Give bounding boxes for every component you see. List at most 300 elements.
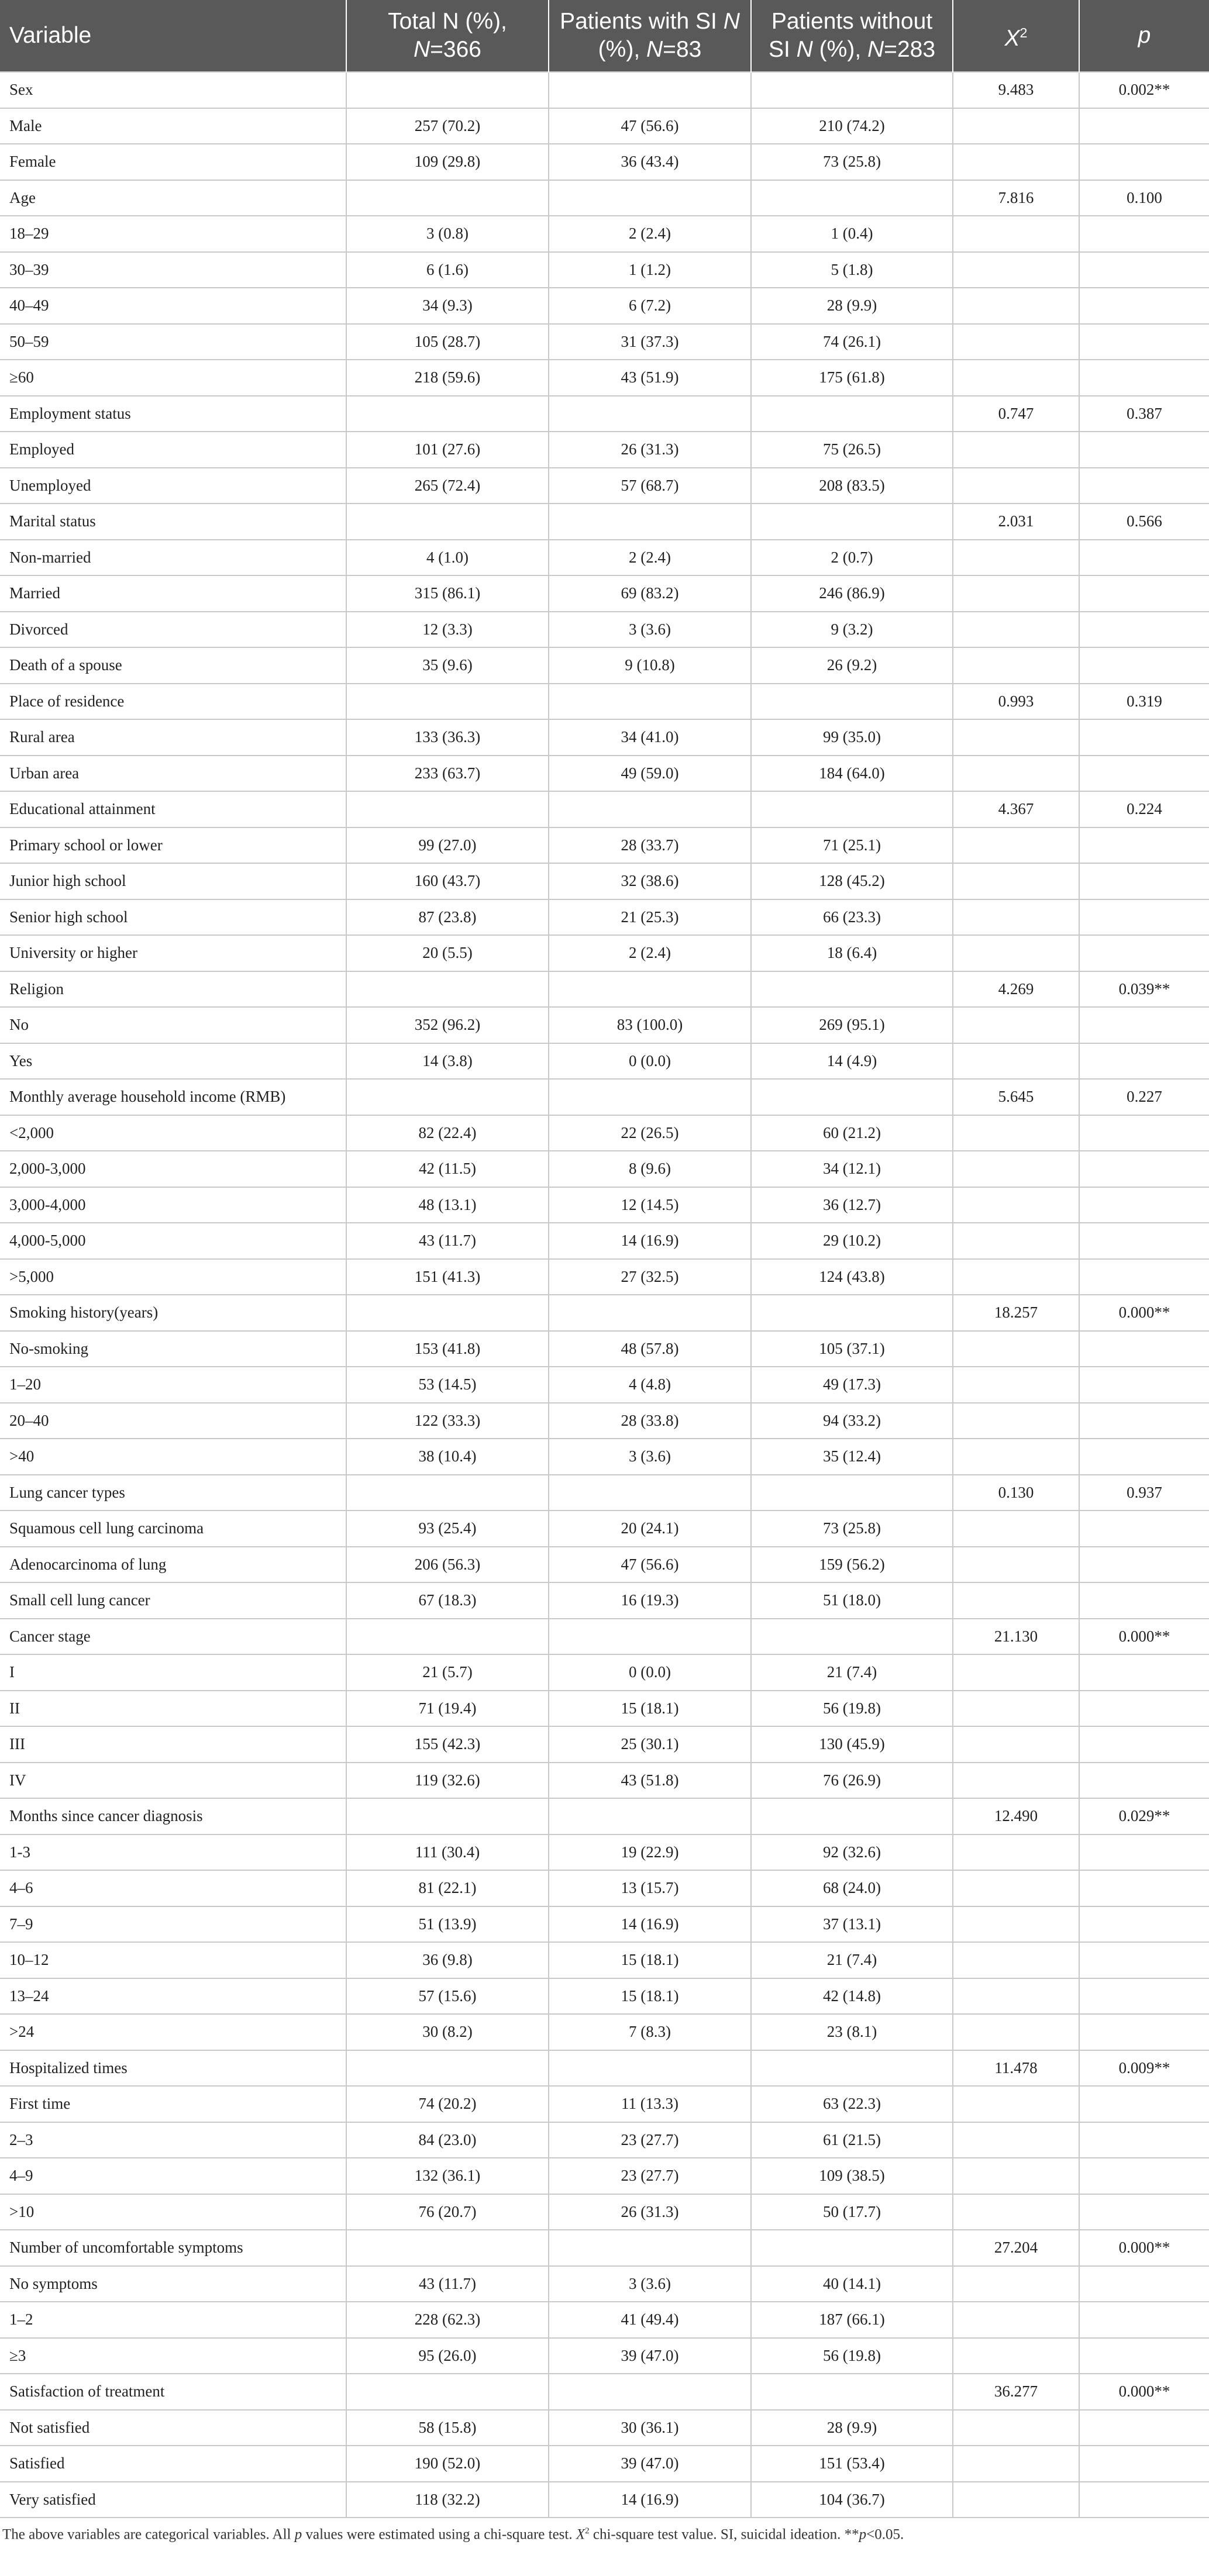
p-value-cell: 0.387	[1079, 396, 1209, 432]
p-value-cell	[1079, 2410, 1209, 2446]
p-value-cell	[1079, 863, 1209, 899]
with-si-cell	[549, 396, 751, 432]
with-si-cell	[549, 504, 751, 540]
without-si-cell: 105 (37.1)	[751, 1331, 953, 1367]
total-cell: 190 (52.0)	[346, 2446, 549, 2482]
variable-cell: Religion	[0, 971, 346, 1008]
table-row	[0, 2266, 1209, 2302]
with-si-cell	[549, 1798, 751, 1834]
without-si-cell: 159 (56.2)	[751, 1547, 953, 1583]
with-si-cell	[549, 1079, 751, 1115]
table-row	[0, 2086, 1209, 2122]
without-si-cell: 109 (38.5)	[751, 2158, 953, 2194]
chi-square-cell	[953, 756, 1079, 792]
total-cell: 4 (1.0)	[346, 540, 549, 576]
with-si-cell: 30 (36.1)	[549, 2410, 751, 2446]
chi-square-cell	[953, 216, 1079, 252]
table-row	[0, 2158, 1209, 2194]
without-si-cell: 130 (45.9)	[751, 1726, 953, 1763]
chi-square-cell	[953, 1331, 1079, 1367]
chi-square-cell	[953, 1223, 1079, 1259]
chi-square-cell: 5.645	[953, 1079, 1079, 1115]
total-cell: 257 (70.2)	[346, 108, 549, 144]
table-row	[0, 935, 1209, 971]
table-row	[0, 1654, 1209, 1691]
without-si-cell: 66 (23.3)	[751, 899, 953, 936]
chi-square-cell: 0.130	[953, 1475, 1079, 1511]
total-cell: 315 (86.1)	[346, 575, 549, 612]
without-si-cell	[751, 2050, 953, 2087]
variable-cell: 4–6	[0, 1870, 346, 1906]
without-si-cell	[751, 1619, 953, 1655]
variable-cell: Divorced	[0, 612, 346, 648]
table-row	[0, 2302, 1209, 2338]
p-value-cell: 0.319	[1079, 684, 1209, 720]
with-si-cell: 2 (2.4)	[549, 935, 751, 971]
total-cell: 99 (27.0)	[346, 827, 549, 864]
p-value-cell	[1079, 575, 1209, 612]
without-si-cell: 1 (0.4)	[751, 216, 953, 252]
without-si-cell: 35 (12.4)	[751, 1439, 953, 1475]
total-cell	[346, 504, 549, 540]
with-si-cell: 20 (24.1)	[549, 1511, 751, 1547]
without-si-cell: 63 (22.3)	[751, 2086, 953, 2122]
p-value-cell	[1079, 1331, 1209, 1367]
total-cell: 38 (10.4)	[346, 1439, 549, 1475]
p-value-cell: 0.000**	[1079, 1295, 1209, 1331]
table-row	[0, 575, 1209, 612]
without-si-cell: 61 (21.5)	[751, 2122, 953, 2158]
without-si-cell: 28 (9.9)	[751, 288, 953, 324]
without-si-cell	[751, 684, 953, 720]
total-cell	[346, 1475, 549, 1511]
variable-cell: Hospitalized times	[0, 2050, 346, 2087]
without-si-cell: 2 (0.7)	[751, 540, 953, 576]
with-si-cell: 32 (38.6)	[549, 863, 751, 899]
total-cell: 57 (15.6)	[346, 1978, 549, 2015]
with-si-cell: 43 (51.9)	[549, 360, 751, 396]
variable-cell: 7–9	[0, 1906, 346, 1943]
chi-square-cell	[953, 1763, 1079, 1799]
table-body	[0, 72, 1209, 2518]
p-value-cell	[1079, 252, 1209, 288]
chi-square-cell	[953, 1403, 1079, 1439]
table-row	[0, 1942, 1209, 1978]
chi-square-cell	[953, 1870, 1079, 1906]
variable-cell: II	[0, 1691, 346, 1727]
with-si-cell: 15 (18.1)	[549, 1942, 751, 1978]
variable-cell: Age	[0, 180, 346, 216]
variable-cell: I	[0, 1654, 346, 1691]
table-row	[0, 1619, 1209, 1655]
variable-cell: <2,000	[0, 1115, 346, 1151]
with-si-cell	[549, 2050, 751, 2087]
with-si-cell: 3 (3.6)	[549, 612, 751, 648]
without-si-cell: 75 (26.5)	[751, 432, 953, 468]
table-row	[0, 432, 1209, 468]
without-si-cell	[751, 504, 953, 540]
with-si-cell	[549, 1295, 751, 1331]
without-si-cell: 68 (24.0)	[751, 1870, 953, 1906]
total-cell	[346, 2230, 549, 2266]
with-si-cell	[549, 684, 751, 720]
without-si-cell: 151 (53.4)	[751, 2446, 953, 2482]
table-row	[0, 2122, 1209, 2158]
p-value-cell: 0.009**	[1079, 2050, 1209, 2087]
table-row	[0, 791, 1209, 827]
table-row	[0, 2014, 1209, 2050]
table-row	[0, 647, 1209, 684]
chi-square-cell	[953, 899, 1079, 936]
chi-square-cell	[953, 540, 1079, 576]
table-row	[0, 1691, 1209, 1727]
with-si-cell: 25 (30.1)	[549, 1726, 751, 1763]
total-cell: 118 (32.2)	[346, 2482, 549, 2518]
p-value-cell	[1079, 899, 1209, 936]
chi-square-cell: 18.257	[953, 1295, 1079, 1331]
chi-square-cell: 12.490	[953, 1798, 1079, 1834]
total-cell: 51 (13.9)	[346, 1906, 549, 1943]
table-row	[0, 971, 1209, 1008]
p-value-cell	[1079, 2194, 1209, 2230]
chi-square-cell	[953, 1834, 1079, 1871]
p-value-cell: 0.002**	[1079, 72, 1209, 108]
p-value-cell: 0.224	[1079, 791, 1209, 827]
p-value-cell	[1079, 2086, 1209, 2122]
header-with-si: Patients with SI N (%), N=83	[549, 0, 751, 72]
table-footnote: The above variables are categorical variables. All p values were estimated using a chi-square test. $X^2$ chi-square test value. SI, suicidal ideation. **p<0.05.	[2, 2526, 904, 2543]
total-cell: 133 (36.3)	[346, 719, 549, 756]
variable-cell: University or higher	[0, 935, 346, 971]
table-row	[0, 756, 1209, 792]
table-row	[0, 180, 1209, 216]
with-si-cell: 16 (19.3)	[549, 1582, 751, 1619]
p-value-cell	[1079, 2266, 1209, 2302]
without-si-cell: 208 (83.5)	[751, 468, 953, 504]
variable-cell: Place of residence	[0, 684, 346, 720]
without-si-cell: 40 (14.1)	[751, 2266, 953, 2302]
p-value-cell	[1079, 935, 1209, 971]
total-cell: 6 (1.6)	[346, 252, 549, 288]
chi-square-cell	[953, 1978, 1079, 2015]
total-cell: 206 (56.3)	[346, 1547, 549, 1583]
with-si-cell: 26 (31.3)	[549, 2194, 751, 2230]
total-cell: 3 (0.8)	[346, 216, 549, 252]
p-value-cell	[1079, 1654, 1209, 1691]
variable-cell: >10	[0, 2194, 346, 2230]
chi-square-cell	[953, 2446, 1079, 2482]
chi-square-cell	[953, 1007, 1079, 1043]
chi-square-cell	[953, 1511, 1079, 1547]
variable-cell: Primary school or lower	[0, 827, 346, 864]
table-row	[0, 2374, 1209, 2410]
total-cell	[346, 2050, 549, 2087]
variable-cell: >40	[0, 1439, 346, 1475]
table-row	[0, 1115, 1209, 1151]
without-si-cell: 99 (35.0)	[751, 719, 953, 756]
variable-cell: First time	[0, 2086, 346, 2122]
table-row	[0, 612, 1209, 648]
without-si-cell	[751, 1079, 953, 1115]
variable-cell: 1-3	[0, 1834, 346, 1871]
with-si-cell	[549, 2230, 751, 2266]
table-row	[0, 1726, 1209, 1763]
variable-cell: Employed	[0, 432, 346, 468]
total-cell: 58 (15.8)	[346, 2410, 549, 2446]
chi-square-cell	[953, 1259, 1079, 1295]
table-row	[0, 72, 1209, 108]
chi-square-cell	[953, 719, 1079, 756]
total-cell	[346, 684, 549, 720]
chi-square-cell	[953, 2194, 1079, 2230]
table-row	[0, 1834, 1209, 1871]
p-value-cell: 0.227	[1079, 1079, 1209, 1115]
p-value-cell: 0.000**	[1079, 2230, 1209, 2266]
variable-cell: Female	[0, 144, 346, 180]
variable-cell: Death of a spouse	[0, 647, 346, 684]
without-si-cell: 5 (1.8)	[751, 252, 953, 288]
chi-square-cell	[953, 2302, 1079, 2338]
chi-square-cell: 27.204	[953, 2230, 1079, 2266]
with-si-cell: 12 (14.5)	[549, 1187, 751, 1223]
total-cell	[346, 1619, 549, 1655]
p-value-cell	[1079, 1007, 1209, 1043]
without-si-cell	[751, 1475, 953, 1511]
total-cell: 105 (28.7)	[346, 324, 549, 360]
p-value-cell	[1079, 1151, 1209, 1187]
with-si-cell: 11 (13.3)	[549, 2086, 751, 2122]
p-value-cell: 0.566	[1079, 504, 1209, 540]
total-cell	[346, 180, 549, 216]
p-value-cell	[1079, 647, 1209, 684]
variable-cell: 40–49	[0, 288, 346, 324]
without-si-cell: 60 (21.2)	[751, 1115, 953, 1151]
chi-square-cell: 7.816	[953, 180, 1079, 216]
p-value-cell: 0.937	[1079, 1475, 1209, 1511]
total-cell	[346, 2374, 549, 2410]
without-si-cell	[751, 396, 953, 432]
p-value-cell	[1079, 1870, 1209, 1906]
table-row	[0, 1511, 1209, 1547]
table-row	[0, 216, 1209, 252]
chi-square-cell	[953, 2338, 1079, 2374]
variable-cell: 30–39	[0, 252, 346, 288]
without-si-cell	[751, 1295, 953, 1331]
total-cell: 111 (30.4)	[346, 1834, 549, 1871]
total-cell: 35 (9.6)	[346, 647, 549, 684]
variable-cell: Yes	[0, 1043, 346, 1080]
p-value-cell: 0.000**	[1079, 2374, 1209, 2410]
without-si-cell: 26 (9.2)	[751, 647, 953, 684]
with-si-cell: 7 (8.3)	[549, 2014, 751, 2050]
without-si-cell: 71 (25.1)	[751, 827, 953, 864]
variable-cell: 10–12	[0, 1942, 346, 1978]
table-row	[0, 1079, 1209, 1115]
with-si-cell: 47 (56.6)	[549, 108, 751, 144]
table-row	[0, 108, 1209, 144]
without-si-cell: 56 (19.8)	[751, 2338, 953, 2374]
p-value-cell	[1079, 1439, 1209, 1475]
table-row	[0, 504, 1209, 540]
table-row	[0, 1259, 1209, 1295]
with-si-cell: 15 (18.1)	[549, 1978, 751, 2015]
without-si-cell: 51 (18.0)	[751, 1582, 953, 1619]
chi-square-cell	[953, 360, 1079, 396]
with-si-cell	[549, 72, 751, 108]
without-si-cell: 21 (7.4)	[751, 1942, 953, 1978]
p-value-cell	[1079, 288, 1209, 324]
p-value-cell	[1079, 1942, 1209, 1978]
total-cell: 30 (8.2)	[346, 2014, 549, 2050]
total-cell	[346, 1295, 549, 1331]
chi-square-cell: 0.993	[953, 684, 1079, 720]
total-cell: 101 (27.6)	[346, 432, 549, 468]
variable-cell: No	[0, 1007, 346, 1043]
without-si-cell: 246 (86.9)	[751, 575, 953, 612]
with-si-cell: 23 (27.7)	[549, 2122, 751, 2158]
chi-square-cell: 36.277	[953, 2374, 1079, 2410]
variable-cell: Educational attainment	[0, 791, 346, 827]
without-si-cell: 9 (3.2)	[751, 612, 953, 648]
variable-cell: Unemployed	[0, 468, 346, 504]
p-value-cell	[1079, 2338, 1209, 2374]
with-si-cell: 48 (57.8)	[549, 1331, 751, 1367]
chi-square-cell	[953, 1043, 1079, 1080]
with-si-cell: 3 (3.6)	[549, 2266, 751, 2302]
table-row	[0, 288, 1209, 324]
variable-cell: Non-married	[0, 540, 346, 576]
total-cell: 218 (59.6)	[346, 360, 549, 396]
variable-cell: Married	[0, 575, 346, 612]
p-value-cell	[1079, 719, 1209, 756]
p-value-cell	[1079, 468, 1209, 504]
total-cell: 93 (25.4)	[346, 1511, 549, 1547]
total-cell	[346, 791, 549, 827]
without-si-cell: 36 (12.7)	[751, 1187, 953, 1223]
table-row	[0, 1582, 1209, 1619]
with-si-cell: 28 (33.7)	[549, 827, 751, 864]
table-row	[0, 719, 1209, 756]
p-value-cell	[1079, 2122, 1209, 2158]
without-si-cell	[751, 2230, 953, 2266]
variable-cell: 4,000-5,000	[0, 1223, 346, 1259]
with-si-cell: 4 (4.8)	[549, 1367, 751, 1403]
table-row	[0, 1547, 1209, 1583]
table-row	[0, 1439, 1209, 1475]
chi-square-cell	[953, 1115, 1079, 1151]
chi-square-cell	[953, 2482, 1079, 2518]
with-si-cell: 9 (10.8)	[549, 647, 751, 684]
with-si-cell: 28 (33.8)	[549, 1403, 751, 1439]
chi-square-cell: 9.483	[953, 72, 1079, 108]
chi-square-cell	[953, 432, 1079, 468]
total-cell: 21 (5.7)	[346, 1654, 549, 1691]
table-row	[0, 2338, 1209, 2374]
total-cell: 34 (9.3)	[346, 288, 549, 324]
p-value-cell	[1079, 1115, 1209, 1151]
table-row	[0, 2446, 1209, 2482]
p-value-cell	[1079, 360, 1209, 396]
p-value-cell	[1079, 108, 1209, 144]
without-si-cell	[751, 72, 953, 108]
total-cell	[346, 1798, 549, 1834]
total-cell: 119 (32.6)	[346, 1763, 549, 1799]
chi-square-cell	[953, 863, 1079, 899]
chi-square-cell: 0.747	[953, 396, 1079, 432]
chi-square-cell	[953, 108, 1079, 144]
without-si-cell: 73 (25.8)	[751, 1511, 953, 1547]
p-value-cell: 0.000**	[1079, 1619, 1209, 1655]
without-si-cell: 23 (8.1)	[751, 2014, 953, 2050]
p-value-cell	[1079, 1726, 1209, 1763]
with-si-cell: 83 (100.0)	[549, 1007, 751, 1043]
p-value-cell	[1079, 1978, 1209, 2015]
chi-square-cell	[953, 2122, 1079, 2158]
with-si-cell: 22 (26.5)	[549, 1115, 751, 1151]
without-si-cell: 28 (9.9)	[751, 2410, 953, 2446]
header-variable: Variable	[0, 0, 346, 72]
table-row	[0, 1906, 1209, 1943]
total-cell: 74 (20.2)	[346, 2086, 549, 2122]
with-si-cell: 15 (18.1)	[549, 1691, 751, 1727]
variable-cell: Squamous cell lung carcinoma	[0, 1511, 346, 1547]
with-si-cell: 39 (47.0)	[549, 2338, 751, 2374]
table-row	[0, 1151, 1209, 1187]
total-cell: 265 (72.4)	[346, 468, 549, 504]
with-si-cell: 14 (16.9)	[549, 2482, 751, 2518]
variable-cell: Senior high school	[0, 899, 346, 936]
table-row	[0, 1475, 1209, 1511]
variable-cell: Not satisfied	[0, 2410, 346, 2446]
variable-cell: Marital status	[0, 504, 346, 540]
with-si-cell	[549, 971, 751, 1008]
header-without-si: Patients without SI N (%), N=283	[751, 0, 953, 72]
total-cell: 76 (20.7)	[346, 2194, 549, 2230]
with-si-cell: 39 (47.0)	[549, 2446, 751, 2482]
total-cell: 84 (23.0)	[346, 2122, 549, 2158]
p-value-cell	[1079, 432, 1209, 468]
total-cell: 95 (26.0)	[346, 2338, 549, 2374]
without-si-cell: 14 (4.9)	[751, 1043, 953, 1080]
variable-cell: 3,000-4,000	[0, 1187, 346, 1223]
total-cell	[346, 971, 549, 1008]
p-value-cell: 0.029**	[1079, 1798, 1209, 1834]
p-value-cell	[1079, 2014, 1209, 2050]
without-si-cell: 269 (95.1)	[751, 1007, 953, 1043]
p-value-cell: 0.100	[1079, 180, 1209, 216]
with-si-cell: 27 (32.5)	[549, 1259, 751, 1295]
with-si-cell: 14 (16.9)	[549, 1223, 751, 1259]
p-value-cell	[1079, 2482, 1209, 2518]
with-si-cell: 6 (7.2)	[549, 288, 751, 324]
with-si-cell: 2 (2.4)	[549, 216, 751, 252]
p-value-cell	[1079, 756, 1209, 792]
with-si-cell: 49 (59.0)	[549, 756, 751, 792]
variable-cell: IV	[0, 1763, 346, 1799]
table-row	[0, 1798, 1209, 1834]
variable-cell: Rural area	[0, 719, 346, 756]
variable-cell: 4–9	[0, 2158, 346, 2194]
variable-cell: Adenocarcinoma of lung	[0, 1547, 346, 1583]
chi-square-cell	[953, 1439, 1079, 1475]
variable-cell: 2,000-3,000	[0, 1151, 346, 1187]
total-cell: 132 (36.1)	[346, 2158, 549, 2194]
total-cell: 87 (23.8)	[346, 899, 549, 936]
with-si-cell: 0 (0.0)	[549, 1654, 751, 1691]
without-si-cell	[751, 971, 953, 1008]
without-si-cell	[751, 2374, 953, 2410]
total-cell: 228 (62.3)	[346, 2302, 549, 2338]
